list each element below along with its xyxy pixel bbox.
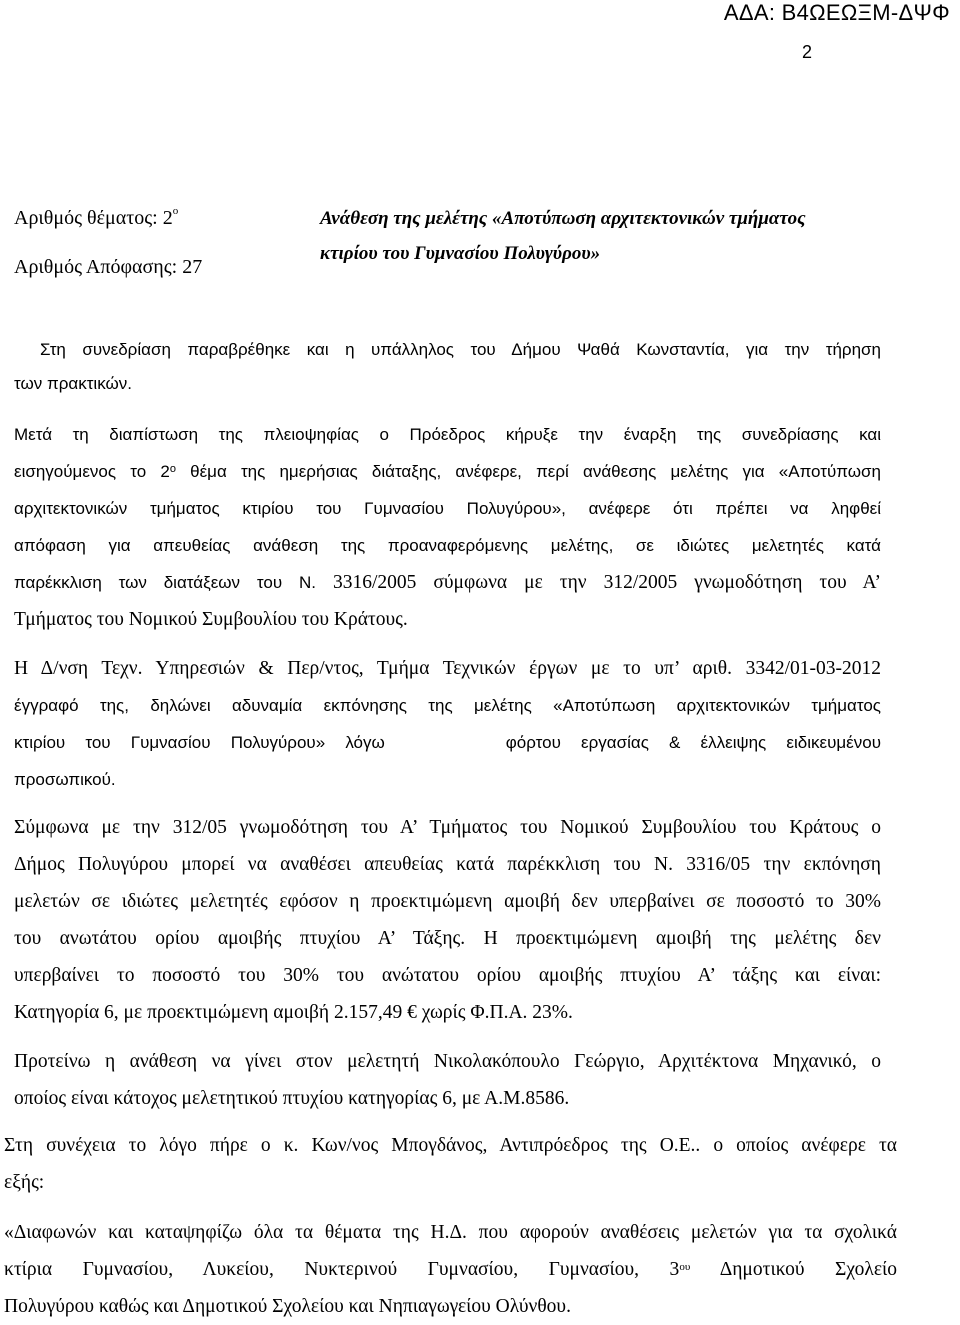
paragraph-objection: «Διαφωνών και καταψηφίζω όλα τα θέματα της Η.Δ. που αφορούν αναθέσεις μελετών για τα σχολικά κτίρια Γυμνασίου, Λυκείου, Νυκτερινού Γυμνασίου, Γυμνασίου, $3^{o\upsilon}$ Δημοτικού Σχολείο Πολυγύρου καθώς και Δημοτικού Σχολείου και Νηπιαγωγείου Ολύνθου. <box>4 1222 897 1317</box>
paragraph-proposal: Προτείνω η ανάθεση να γίνει στον μελετητή Νικολακόπουλο Γεώργιο, Αρχιτέκτονα Μηχανικό, ο οποίος είναι κάτοχος μελετητικού πτυχίου κατηγορίας 6, με Α.Μ.8586. <box>14 1051 881 1109</box>
paragraph-attendance: Στη συνεδρίαση παραβρέθηκε και η υπάλληλος του Δήμου Ψαθά Κωνσταντία, για την τήρηση <box>40 340 881 359</box>
page-number: 2 <box>801 42 812 62</box>
ada-code: ΑΔΑ: Β4ΩΕΩΞΜ-ΔΨΦ <box>723 0 950 25</box>
subject-title-line2: κτιρίου του Γυμνασίου Πολυγύρου» <box>320 243 601 264</box>
paragraph-legal-opinion: Σύμφωνα με την 312/05 γνωμοδότηση του Α’ Τμήματος του Νομικού Συμβουλίου του Κράτους ο Δήμος Πολυγύρου μπορεί να αναθέσει απευθείας κατά παρέκκλιση του Ν. 3316/05 την εκπόνηση μελετών σε ιδιώτες μελετητές εφόσον η προεκτιμώμενη αμοιβή δεν υπερβαίνει σε ποσοστό το 30% του ανωτάτου ορίου αμοιβής πτυχίου Α’ Τάξης. Η προεκτιμώμενη αμοιβή της μελέτης δεν υπερβαίνει το ποσοστό του 30% του ανώτατου ορίου αμοιβής πτυχίου Α’ τάξης και είναι: Κατηγορία 6, με προεκτιμώμενη αμοιβή 2.157,49 € χωρίς Φ.Π.Α. 23%. <box>14 817 881 1023</box>
paragraph-vice-president: Στη συνέχεια το λόγο πήρε ο κ. Κων/νος Μπογδάνος, Αντιπρόεδρος της Ο.Ε.. ο οποίος ανέφερε τα εξής: <box>4 1135 897 1193</box>
decision-number: Αριθμός Απόφασης: 27 <box>14 256 203 278</box>
subject-title-line1: Ανάθεση της μελέτης «Αποτύπωση αρχιτεκτονικών τμήματος <box>320 208 806 229</box>
paragraph-technical-services: Η Δ/νση Τεχν. Υπηρεσιών & Περ/ντος, Τμήμα Τεχνικών έργων με το υπ’ αριθ. 3342/01-03-2012 έγγραφό της, δηλώνει αδυναμία εκπόνησης της μελέτης «Αποτύπωση αρχιτεκτονικών τμήματος κτιρίου του Γυμνασίου Πολυγύρου» λόγω φόρτου εργασίας & έλλειψης ειδικευμένου προσωπικού. <box>14 658 881 789</box>
paragraph-president-intro: Μετά τη διαπίστωση της πλειοψηφίας ο Πρόεδρος κήρυξε την έναρξη της συνεδρίασης και εισηγούμενος το $2^o$ θέμα της ημερήσιας διάταξης, ανέφερε, περί ανάθεσης μελέτης για «Αποτύπωση αρχιτεκτονικών τμήματος κτιρίου του Γυμνασίου Πολυγύρου», ανέφερε ότι πρέπει να ληφθεί απόφαση για απευθείας ανάθεση της προαναφερόμενης μελέτης, σε ιδιώτες μελετητές κατά παρέκκλιση των διατάξεων του Ν. 3316/2005 σύμφωνα με την 312/2005 γνωμοδότηση του Α’ Τμήματος του Νομικού Συμβουλίου του Κράτους. <box>14 425 881 630</box>
theme-number: Αριθμός θέματος: $2^o$ <box>14 205 179 229</box>
paragraph-attendance-cont: των πρακτικών. <box>14 374 132 393</box>
